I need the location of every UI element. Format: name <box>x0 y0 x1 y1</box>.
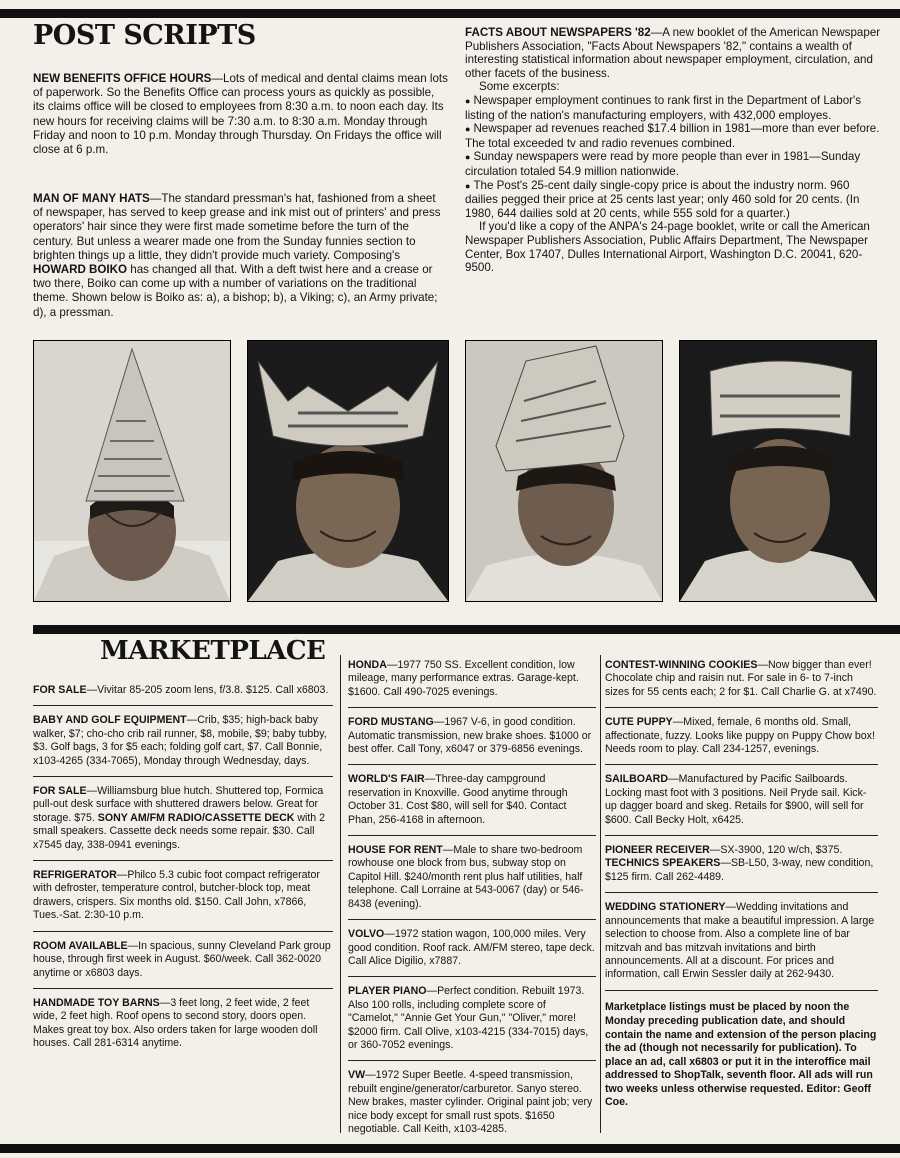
facts-bullet: ● Newspaper ad revenues reached $17.4 billion in 1981—more than ever before. The total exceeded tv and radio revenues combined. <box>465 122 883 150</box>
ad-body: —Vivitar 85-205 zoom lens, f/3.8. $125. Call x6803. <box>86 684 329 696</box>
photo-army-private-hat <box>465 340 663 602</box>
ad-listing <box>33 684 333 706</box>
ad-listing <box>33 785 333 861</box>
hats-body-2: has changed all that. With a deft twist here and a crease or two there, Boiko can come up with a number of variations on the traditional theme. Shown below is Boiko as: a), a bishop; b), a Viking; c), an Army private; d), a pressman. <box>33 263 438 319</box>
photo-viking-hat <box>247 340 449 602</box>
ad-body: —Crib, $35; high-back baby walker, $7; cho-cho crib rail runner, $8, mobile, $9; baby tubby, $3. Golf bags, 3 for $5 each; folding golf cart, $7. Call Bonnie, x103-4265 (334-7065), Monday through Wednesday, days. <box>33 714 327 767</box>
ad-body: —Three-day campground reservation in Knoxville. Good anytime through October 31. Cost $80, will sell for $40. Contact Phan, 256-4168 in afternoon. <box>348 773 568 826</box>
facts-headline: FACTS ABOUT NEWSPAPERS '82 <box>465 26 651 39</box>
ad-listing <box>605 844 878 893</box>
marketplace-column-1 <box>33 684 333 1067</box>
facts-story <box>465 26 883 275</box>
ad-body: —Perfect condition. Rebuilt 1973. Also 100 rolls, including complete score of "Camelot," "Annie Get Your Gun," "Oliver," more! $2000 firm. Call Olive, x103-4215 (334-7015) days, or 360-7052 evenings. <box>348 985 589 1051</box>
ad-listing <box>605 901 878 990</box>
benefits-story <box>33 72 448 157</box>
ad-headline: HANDMADE TOY BARNS <box>33 996 160 1009</box>
facts-bullet: ● The Post's 25-cent daily single-copy price is about the industry norm. 960 dailies pegged their price at 25 cents last year; only 460 sold for 20 cents. (In 1980, 644 dailies sold at 20 cents, while 555 sold for a quarter.) <box>465 179 883 221</box>
ad-headline: ROOM AVAILABLE <box>33 939 128 952</box>
ad-body: —In spacious, sunny Cleveland Park group house, through first week in August. $60/week. Call 362-0020 anytime or x6803 days. <box>33 939 331 979</box>
ad-headline: PIONEER RECEIVER <box>605 844 710 857</box>
ad-headline: FORD MUSTANG <box>348 716 434 729</box>
ad-body: —Philco 5.3 cubic foot compact refrigerator with defroster, temperature control, butcher-block top, meat drawers, crispers. Six months old. $150. Call John, x7866, Tues.-Sat. 2:30-10 p.m. <box>33 869 320 922</box>
column-divider <box>600 655 601 1133</box>
facts-bullet: ● Sunday newspapers were read by more people than ever in 1981—Sunday circulation totaled 54.9 million nationwide. <box>465 150 883 178</box>
ad-headline: SONY AM/FM RADIO/CASSETTE DECK <box>97 811 295 824</box>
ad-body: —Manufactured by Pacific Sailboards. Locking mast foot with 3 positions. Neil Pryde sail. Kick-up dagger board and skeg. Retails for $900, will sell for $600. Call Becky Holt, x6425. <box>605 773 867 826</box>
ad-headline: FOR SALE <box>33 785 87 798</box>
ad-body: —3 feet long, 2 feet wide, 2 feet wide, 2 feet high. Roof opens to second story, doors open. Makes great toy box. Also orders taken for large wooden doll houses. Call 281-6314 anytime. <box>33 996 318 1050</box>
ad-headline: SAILBOARD <box>605 773 668 786</box>
ad-listing <box>348 716 596 765</box>
ad-headline: CONTEST-WINNING COOKIES <box>605 659 758 671</box>
ad-headline: PLAYER PIANO <box>348 985 427 998</box>
ad-listing <box>348 985 596 1061</box>
ad-headline: WORLD'S FAIR <box>348 773 425 786</box>
ad-listing <box>605 773 878 836</box>
facts-closing: If you'd like a copy of the ANPA's 24-page booklet, write or call the American Newspaper Publishers Association, Public Affairs Department, The Newspaper Center, Box 17407, Dulles International Airport, Washington D.C. 20041, 620-9500. <box>465 220 870 275</box>
ad-listing <box>348 1069 596 1144</box>
ad-listing <box>348 659 596 708</box>
post-scripts-title: POST SCRIPTS <box>33 20 256 51</box>
marketplace-column-3 <box>605 659 878 1121</box>
ad-headline: REFRIGERATOR <box>33 869 117 882</box>
facts-bullet: ● Newspaper employment continues to rank first in the Department of Labor's listing of the nation's manufacturing employers, with 432,000 employes. <box>465 94 883 122</box>
ad-headline: CUTE PUPPY <box>605 716 673 729</box>
ad-listing <box>33 940 333 989</box>
ad-headline: HONDA <box>348 659 387 671</box>
ad-listing <box>33 997 333 1059</box>
ad-headline: HOUSE FOR RENT <box>348 844 443 857</box>
marketplace-column-2 <box>348 659 596 1152</box>
ad-headline: TECHNICS SPEAKERS <box>605 857 721 870</box>
facts-excerpts-label: Some excerpts: <box>479 80 560 94</box>
column-divider <box>340 655 341 1133</box>
benefits-body: —Lots of medical and dental claims mean lots of paperwork. So the Benefits Office can process yours as quickly as possible, its claims office will be closed to employees from 8:30 a.m. to noon each day. Its new hours for receiving claims will be 7:30 a.m. to 8:30 a.m. Monday through Friday and noon to 10 p.m. Monday through Thursday. On Fridays the office will close at 6 p.m. <box>33 72 448 157</box>
benefits-headline: NEW BENEFITS OFFICE HOURS <box>33 72 212 85</box>
facts-intro: —A new booklet of the American Newspaper Publishers Association, "Facts About Newspapers '82," contains a wealth of interesting statistical information about newspaper employment, circulation, and other facets of the business. <box>465 26 881 80</box>
ad-body: —1972 Super Beetle. 4-speed transmission, rebuilt engine/generator/carburetor. Sanyo stereo. New brakes, master cylinder. Original paint job; very nice body except for small rust spots. $1650 negotiable. Call Keith, x103-4285. <box>348 1069 593 1135</box>
ad-headline: WEDDING STATIONERY <box>605 901 726 914</box>
ad-body: —1972 station wagon, 100,000 miles. Very good condition. Roof rack. AM/FM stereo, tape deck. Call Alice Digilio, x7887. <box>348 928 595 967</box>
marketplace-rule <box>33 625 900 634</box>
ad-body: —SB-L50, 3-way, new condition, $125 firm. Call 262-4489. <box>605 857 874 883</box>
photo-bishop-hat <box>33 340 231 602</box>
hats-headline: MAN OF MANY HATS <box>33 192 150 205</box>
hats-person-name: HOWARD BOIKO <box>33 263 128 277</box>
photo-pressman-hat <box>679 340 877 602</box>
ad-body: —Williamsburg blue hutch. Shuttered top, Formica pull-out desk surface with shuttered drawers below. Great for storage. $75. <box>33 785 324 824</box>
ad-listing <box>33 869 333 932</box>
ad-body: —Male to share two-bedroom rowhouse one block from bus, subway stop on Capitol Hill. $240/month rent plus half utilities, half telephone. Call Lorraine at 543-0067 (day) or 546-8438 (evening). <box>348 844 584 910</box>
ad-body: —1967 V-6, in good condition. Automatic transmission, new brake shoes. $1000 or best offer. Call Tony, x6047 or 379-6856 evenings. <box>348 716 592 756</box>
hats-body-1: —The standard pressman's hat, fashioned from a sheet of newspaper, has served to keep grease and ink mist out of printers' and press operators' hair since they were first made sometime before the turn of the century. But unless a wearer made one from the Sunday funnies section to brighten things up a little, they didn't provide much variety. Composing's <box>33 192 441 262</box>
ad-body: —1977 750 SS. Excellent condition, low mileage, many performance extras. Garage-kept. $1600. Call 490-7025 evenings. <box>348 659 579 698</box>
marketplace-notice: Marketplace listings must be placed by noon the Monday preceding publication date, and should contain the name and extension of the person placing the ad (though not necessarily for publication). To place an ad, call x6803 or put it in the interoffice mail addressed to ShopTalk, seventh floor. All ads will run two weeks unless otherwise requested. Editor: Geoff Coe. <box>605 1001 877 1109</box>
hats-story <box>33 192 448 320</box>
ad-body: —Wedding invitations and announcements that make a beautiful impression. A large selection to choose from. Also a complete line of bar mitzvah and bas mitzvah invitations and birth announcements. All at a discount. For prices and information, call Erwin Sessler daily at 262-9430. <box>605 901 875 981</box>
ad-listing <box>605 659 878 708</box>
ad-headline: VOLVO <box>348 928 385 941</box>
ad-headline: FOR SALE <box>33 684 87 696</box>
ad-listing <box>348 928 596 977</box>
ad-listing <box>605 716 878 765</box>
ad-listing <box>348 844 596 920</box>
ad-listing <box>33 714 333 777</box>
ad-listing <box>348 773 596 836</box>
ad-body: with 2 small speakers. Cassette deck needs some repair. $30. Call x7545 day, 338-0941 evenings. <box>33 811 326 851</box>
top-rule <box>0 9 900 18</box>
ad-headline: VW <box>348 1069 366 1082</box>
marketplace-title: MARKETPLACE <box>100 636 326 666</box>
ad-body: —Now bigger than ever! Chocolate chip and raisin nut. For sale in 6- to 7-inch sizes for 55 cents each; 2 for $1. Call Charlie G. at x7490. <box>605 659 877 698</box>
bottom-rule <box>0 1144 900 1153</box>
ad-body: —Mixed, female, 6 months old. Small, affectionate, fuzzy. Looks like puppy on Puppy Chow box! Needs room to play. Call 234-1257, evenings. <box>605 716 875 756</box>
ad-headline: BABY AND GOLF EQUIPMENT <box>33 714 187 727</box>
ad-body: —SX-3900, 120 w/ch, $375. <box>709 844 843 857</box>
